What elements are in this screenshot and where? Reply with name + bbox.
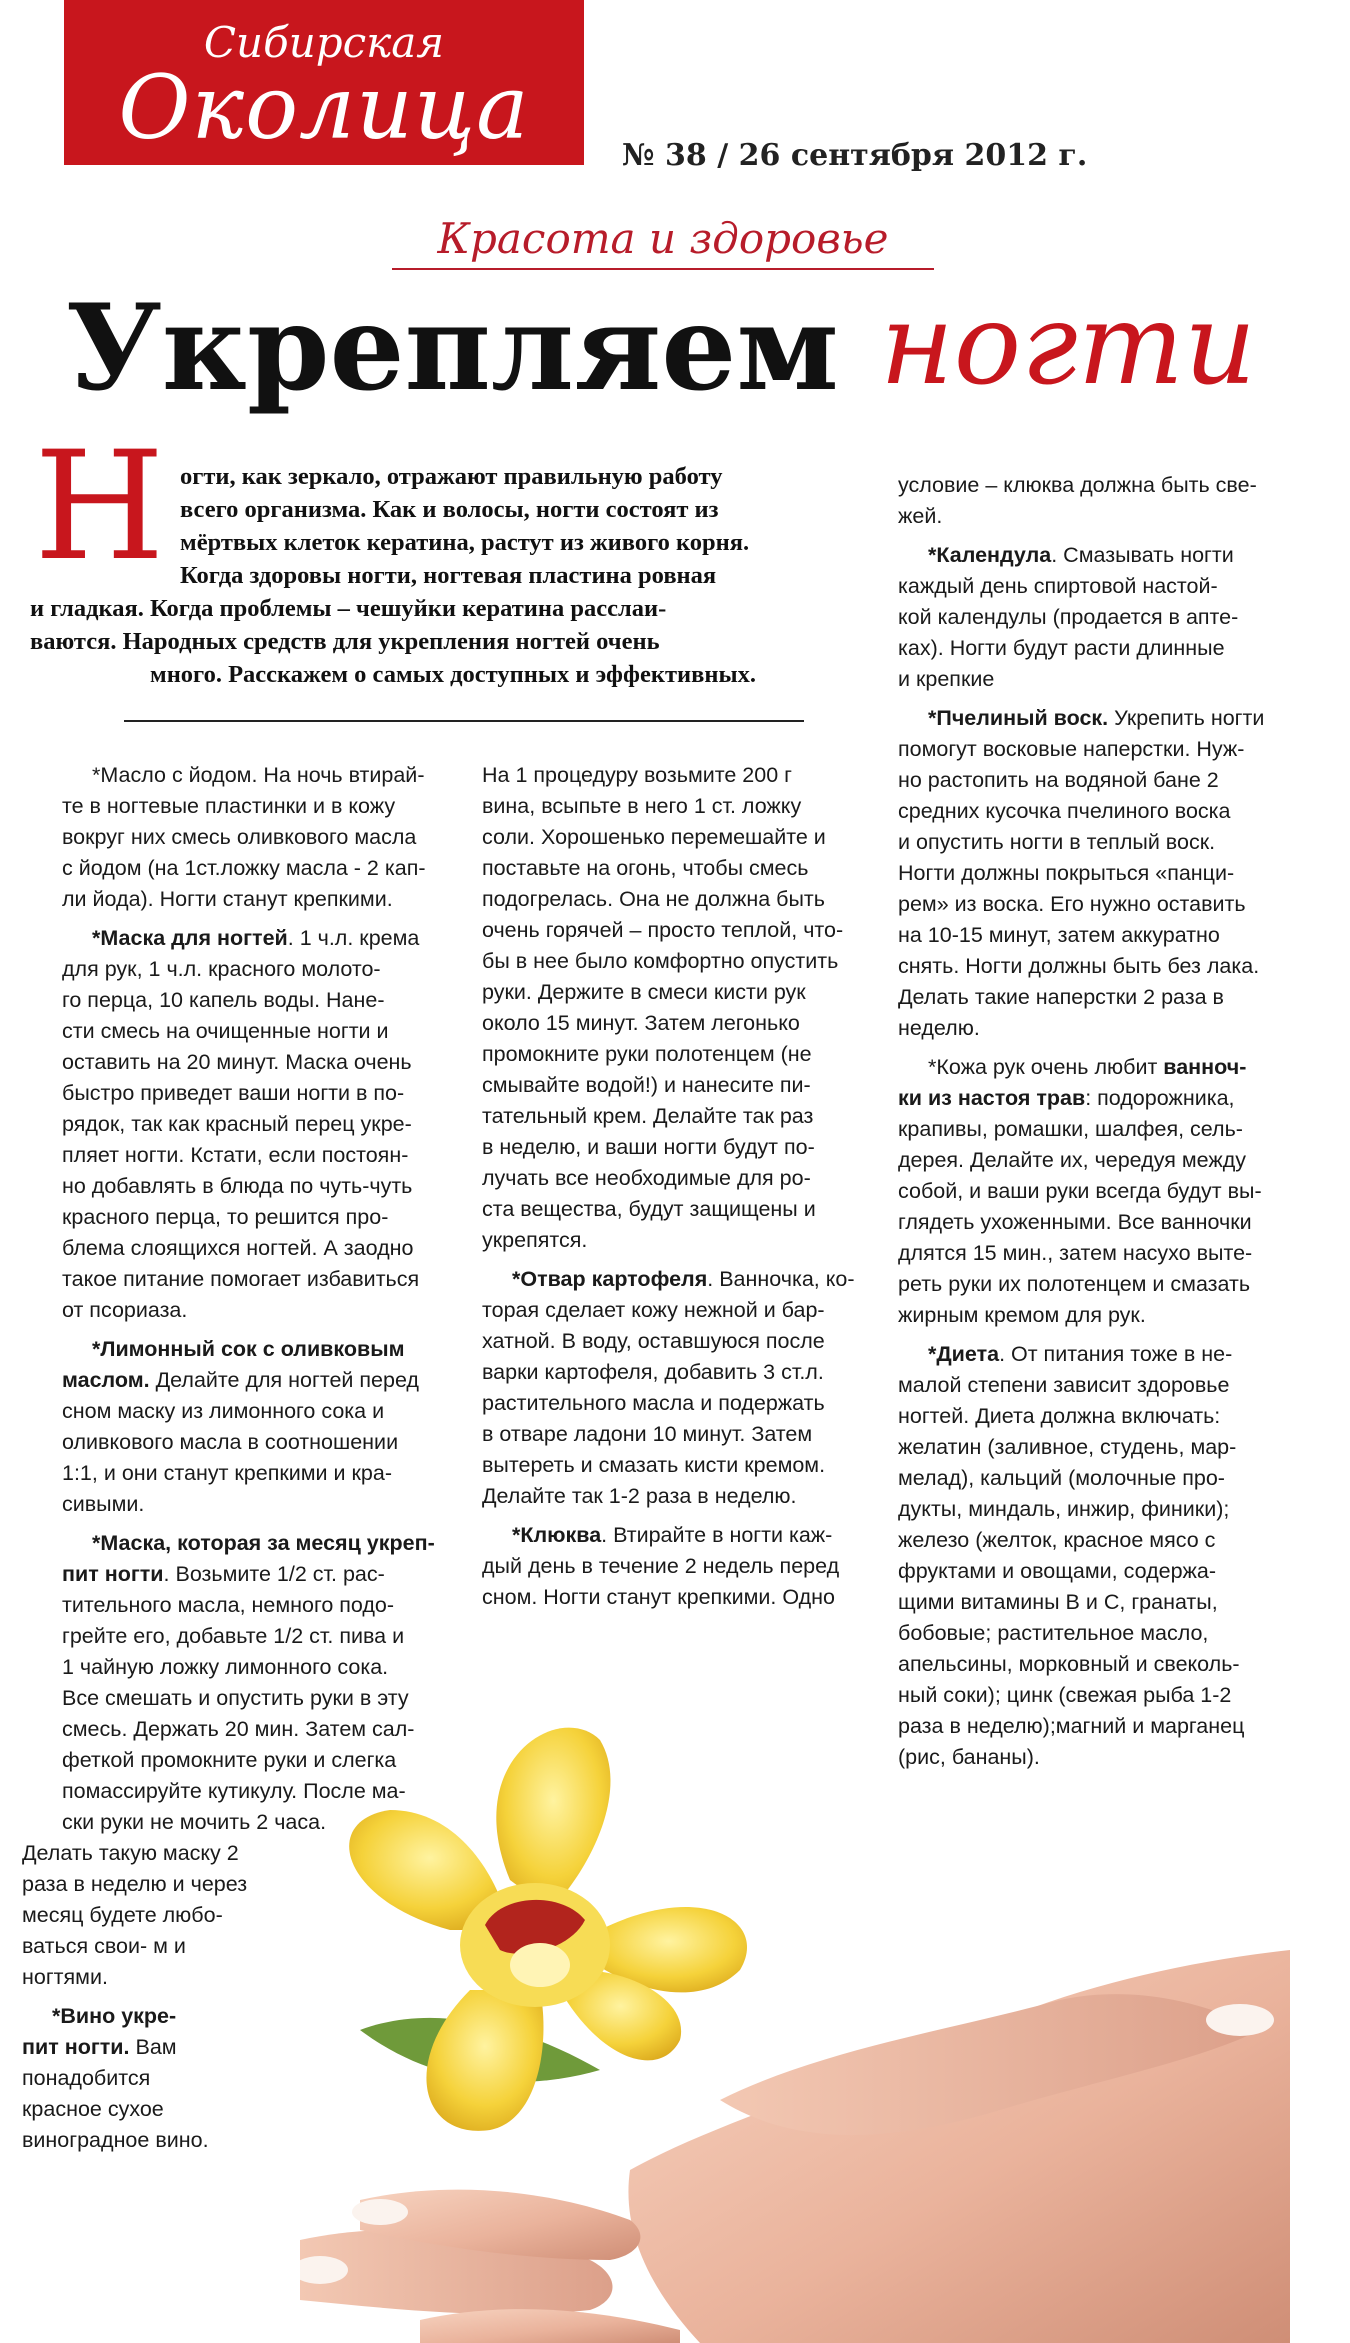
text-line: *Масло с йодом. На ночь втирай-	[92, 763, 425, 787]
text-line: ста вещества, будут защищены и	[482, 1197, 816, 1221]
text-line: ногтей. Диета должна включать:	[898, 1404, 1221, 1428]
text-line: фруктами и овощами, содержа-	[898, 1559, 1217, 1583]
text-line: варки картофеля, добавить 3 ст.л.	[482, 1360, 824, 1384]
text-line: (рис, бананы).	[898, 1745, 1040, 1769]
text-run: *Кожа рук очень любит	[928, 1055, 1164, 1079]
hands-shape	[300, 1950, 1290, 2343]
text-line	[62, 1365, 462, 1396]
drop-cap: Н	[34, 420, 165, 594]
text-line: около 15 минут. Затем легонько	[482, 1011, 800, 1035]
text-line: Делайте так 1-2 раза в неделю.	[482, 1484, 797, 1508]
subheading: маслом.	[62, 1368, 150, 1392]
text-line: условие – клюква должна быть све-	[898, 473, 1257, 497]
text-line: быстро приведет ваши ногти в по-	[62, 1081, 405, 1105]
section-title: Красота и здоровье	[437, 214, 889, 263]
text-line: от псориаза.	[62, 1298, 188, 1322]
text-line	[482, 1264, 872, 1295]
text-line: кой календулы (продается в апте-	[898, 605, 1239, 629]
text-line	[898, 1052, 1298, 1083]
text-line: Ногти должны покрыться «панци-	[898, 861, 1235, 885]
lead-divider	[124, 720, 804, 722]
text-run: : подорожника,	[1085, 1086, 1235, 1110]
text-line	[62, 1559, 462, 1590]
text-line: глядеть ухоженными. Все ванночки	[898, 1210, 1252, 1234]
text-line: Делать такие наперстки 2 раза в	[898, 985, 1224, 1009]
text-line: дый день в течение 2 недель перед	[482, 1554, 840, 1578]
text-line: желатин (заливное, студень, мар-	[898, 1435, 1237, 1459]
text-line: сном. Ногти станут крепкими. Одно	[482, 1585, 835, 1609]
text-line: бобовые; растительное масло,	[898, 1621, 1209, 1645]
text-line: очень горячей – просто теплой, что-	[482, 918, 844, 942]
text-line	[62, 1334, 462, 1365]
text-line: сивыми.	[62, 1492, 145, 1516]
headline-main: Укрепляем	[66, 278, 839, 417]
text-line: те в ногтевые пластинки и в кожу	[62, 794, 396, 818]
text-run: . 1 ч.л. крема	[287, 926, 420, 950]
text-run: . От питания тоже в не-	[999, 1342, 1233, 1366]
text-line: крапивы, ромашки, шалфея, сель-	[898, 1117, 1243, 1141]
text-line: тительного масла, немного подо-	[62, 1593, 395, 1617]
text-line: помассируйте кутикулу. После ма-	[62, 1779, 406, 1803]
text-line: 1 чайную ложку лимонного сока.	[62, 1655, 389, 1679]
text-line: жей.	[898, 504, 943, 528]
text-line: но растопить на водяной бане 2	[898, 768, 1219, 792]
subheading: пит ногти.	[22, 2035, 130, 2059]
text-line: на 10-15 минут, затем аккуратно	[898, 923, 1220, 947]
text-line: раза в неделю и через	[22, 1872, 248, 1896]
text-line: малой степени зависит здоровье	[898, 1373, 1230, 1397]
text-line: Делать такую маску 2	[22, 1841, 239, 1865]
text-line: ногтями.	[22, 1965, 108, 1989]
text-line: виноградное вино.	[22, 2128, 209, 2152]
text-line: оливкового масла в соотношении	[62, 1430, 399, 1454]
text-line: ках). Ногти будут расти длинные	[898, 636, 1225, 660]
text-line: снять. Ногти должны быть без лака.	[898, 954, 1260, 978]
text-line: длятся 15 мин., затем насухо выте-	[898, 1241, 1253, 1265]
text-line: сном маску из лимонного сока и	[62, 1399, 385, 1423]
text-line: ски руки не мочить 2 часа.	[62, 1810, 327, 1834]
text-run: . Втирайте в ногти каж-	[601, 1523, 833, 1547]
headline-accent: ногти	[880, 280, 1257, 410]
text-line: в отваре ладони 10 минут. Затем	[482, 1422, 813, 1446]
column-3	[898, 470, 1298, 1773]
text-line: рядок, так как красный перец укре-	[62, 1112, 412, 1136]
text-line: раза в неделю);магний и марганец	[898, 1714, 1245, 1738]
text-line: понадобится	[22, 2066, 151, 2090]
text-line: вокруг них смесь оливкового масла	[62, 825, 417, 849]
text-line: ли йода). Ногти станут крепкими.	[62, 887, 393, 911]
text-line: в неделю, и ваши ногти будут по-	[482, 1135, 815, 1159]
text-run: . Возьмите 1/2 ст. рас-	[163, 1562, 385, 1586]
subheading: ванноч-	[1163, 1055, 1247, 1079]
text-line: руки. Держите в смеси кисти рук	[482, 980, 806, 1004]
text-line: вытереть и смазать кисти кремом.	[482, 1453, 826, 1477]
masthead-line2: Околица	[118, 56, 530, 159]
section-underline	[392, 268, 934, 270]
text-line: сти смесь на очищенные ногти и	[62, 1019, 389, 1043]
text-line: каждый день спиртовой настой-	[898, 574, 1218, 598]
text-line: мелад), кальций (молочные про-	[898, 1466, 1225, 1490]
lead-paragraph	[30, 460, 852, 691]
text-line: блема слоящихся ногтей. А заодно	[62, 1236, 414, 1260]
subheading: *Маска, которая за месяц укреп-	[92, 1531, 435, 1555]
text-line: апельсины, морковный и свеколь-	[898, 1652, 1240, 1676]
text-line: месяц будете любо-	[22, 1903, 223, 1927]
text-line: и опустить ногти в теплый воск.	[898, 830, 1216, 854]
lead-line: всего организма. Как и волосы, ногти состоят из	[180, 496, 719, 523]
subheading: *Пчелиный воск.	[928, 706, 1109, 730]
text-line: поставьте на огонь, чтобы смесь	[482, 856, 809, 880]
text-line	[62, 923, 462, 954]
text-line: неделю.	[898, 1016, 980, 1040]
text-line: го перца, 10 капель воды. Нане-	[62, 988, 385, 1012]
text-line: средних кусочка пчелиного воска	[898, 799, 1231, 823]
subheading: *Диета	[928, 1342, 1000, 1366]
text-line: дерея. Делайте их, чередуя между	[898, 1148, 1247, 1172]
text-line: грейте его, добавьте 1/2 ст. пива и	[62, 1624, 405, 1648]
text-line	[898, 703, 1298, 734]
subheading: *Маска для ногтей	[92, 926, 288, 950]
text-line: На 1 процедуру возьмите 200 г	[482, 763, 792, 787]
text-run: . Смазывать ногти	[1051, 543, 1234, 567]
text-line: соли. Хорошенько перемешайте и	[482, 825, 826, 849]
subheading: *Календула	[928, 543, 1052, 567]
text-line: красного перца, то решится про-	[62, 1205, 389, 1229]
text-line: торая сделает кожу нежной и бар-	[482, 1298, 825, 1322]
lead-line: мёртвых клеток кератина, растут из живого корня.	[180, 529, 750, 556]
lead-line: много. Расскажем о самых доступных и эффективных.	[150, 661, 756, 688]
text-line: оставить на 20 минут. Маска очень	[62, 1050, 412, 1074]
orchid-hands-photo	[300, 1700, 1290, 2343]
text-line	[898, 1339, 1298, 1370]
text-line: лучать все необходимые для ро-	[482, 1166, 811, 1190]
text-line: рем» из воска. Его нужно оставить	[898, 892, 1246, 916]
text-run: Вам	[129, 2035, 177, 2059]
text-line: щими витамины В и С, гранаты,	[898, 1590, 1218, 1614]
text-line: растительного масла и подержать	[482, 1391, 825, 1415]
text-line: ный соки); цинк (свежая рыба 1-2	[898, 1683, 1232, 1707]
lead-line: Когда здоровы ногти, ногтевая пластина ровная	[180, 562, 717, 589]
text-line: собой, и ваши руки всегда будут вы-	[898, 1179, 1262, 1203]
text-line: красное сухое	[22, 2097, 164, 2121]
text-line: тательный крем. Делайте так раз	[482, 1104, 814, 1128]
subheading: ки из настоя трав	[898, 1086, 1086, 1110]
masthead-logo	[64, 0, 584, 165]
text-line	[898, 540, 1298, 571]
text-line	[62, 1528, 462, 1559]
lead-line: ваются. Народных средств для укрепления ногтей очень	[30, 628, 660, 655]
text-line	[482, 1520, 872, 1551]
text-line: с йодом (на 1ст.ложку масла - 2 кап-	[62, 856, 426, 880]
text-line: Все смешать и опустить руки в эту	[62, 1686, 409, 1710]
text-line: пляет ногти. Кстати, если постоян-	[62, 1143, 409, 1167]
text-line: подогрелась. Она не должна быть	[482, 887, 825, 911]
lead-line: огти, как зеркало, отражают правильную работу	[180, 463, 723, 490]
text-line: но добавлять в блюда по чуть-чуть	[62, 1174, 413, 1198]
text-line: железо (желток, красное мясо с	[898, 1528, 1216, 1552]
text-line: помогут восковые наперстки. Нуж-	[898, 737, 1245, 761]
column-2	[482, 760, 872, 1613]
text-line	[898, 1083, 1298, 1114]
issue-number: № 38 / 26 сентября 2012 г.	[622, 138, 1088, 173]
lead-line: и гладкая. Когда проблемы – чешуйки кератина расслаи-	[30, 595, 667, 622]
text-line: феткой промокните руки и слегка	[62, 1748, 397, 1772]
text-line: жирным кремом для рук.	[898, 1303, 1146, 1327]
text-line: реть руки их полотенцем и смазать	[898, 1272, 1251, 1296]
text-line: для рук, 1 ч.л. красного молото-	[62, 957, 381, 981]
text-line: ваться свои- м и	[22, 1934, 186, 1958]
text-line: вина, всыпьте в него 1 ст. ложку	[482, 794, 802, 818]
subheading: *Отвар картофеля	[512, 1267, 708, 1291]
text-line: хатной. В воду, оставшуюся после	[482, 1329, 825, 1353]
text-line: промокните руки полотенцем (не	[482, 1042, 812, 1066]
text-line: такое питание помогает избавиться	[62, 1267, 420, 1291]
subheading: *Клюква	[512, 1523, 602, 1547]
text-line: смывайте водой!) и нанесите пи-	[482, 1073, 811, 1097]
text-line: укрепятся.	[482, 1228, 588, 1252]
text-line: дукты, миндаль, инжир, финики);	[898, 1497, 1230, 1521]
text-line: и крепкие	[898, 667, 995, 691]
text-run: . Ванночка, ко-	[707, 1267, 855, 1291]
subheading: *Лимонный сок с оливковым	[92, 1337, 405, 1361]
text-line: смесь. Держать 20 мин. Затем сал-	[62, 1717, 415, 1741]
text-line: 1:1, и они станут крепкими и кра-	[62, 1461, 392, 1485]
text-run: Укрепить ногти	[1108, 706, 1265, 730]
masthead-line1: Сибирская	[203, 18, 445, 67]
subheading: пит ногти	[62, 1562, 164, 1586]
subheading: *Вино укре-	[52, 2004, 177, 2028]
text-line: бы в нее было комфортно опустить	[482, 949, 839, 973]
text-run: Делайте для ногтей перед	[149, 1368, 419, 1392]
